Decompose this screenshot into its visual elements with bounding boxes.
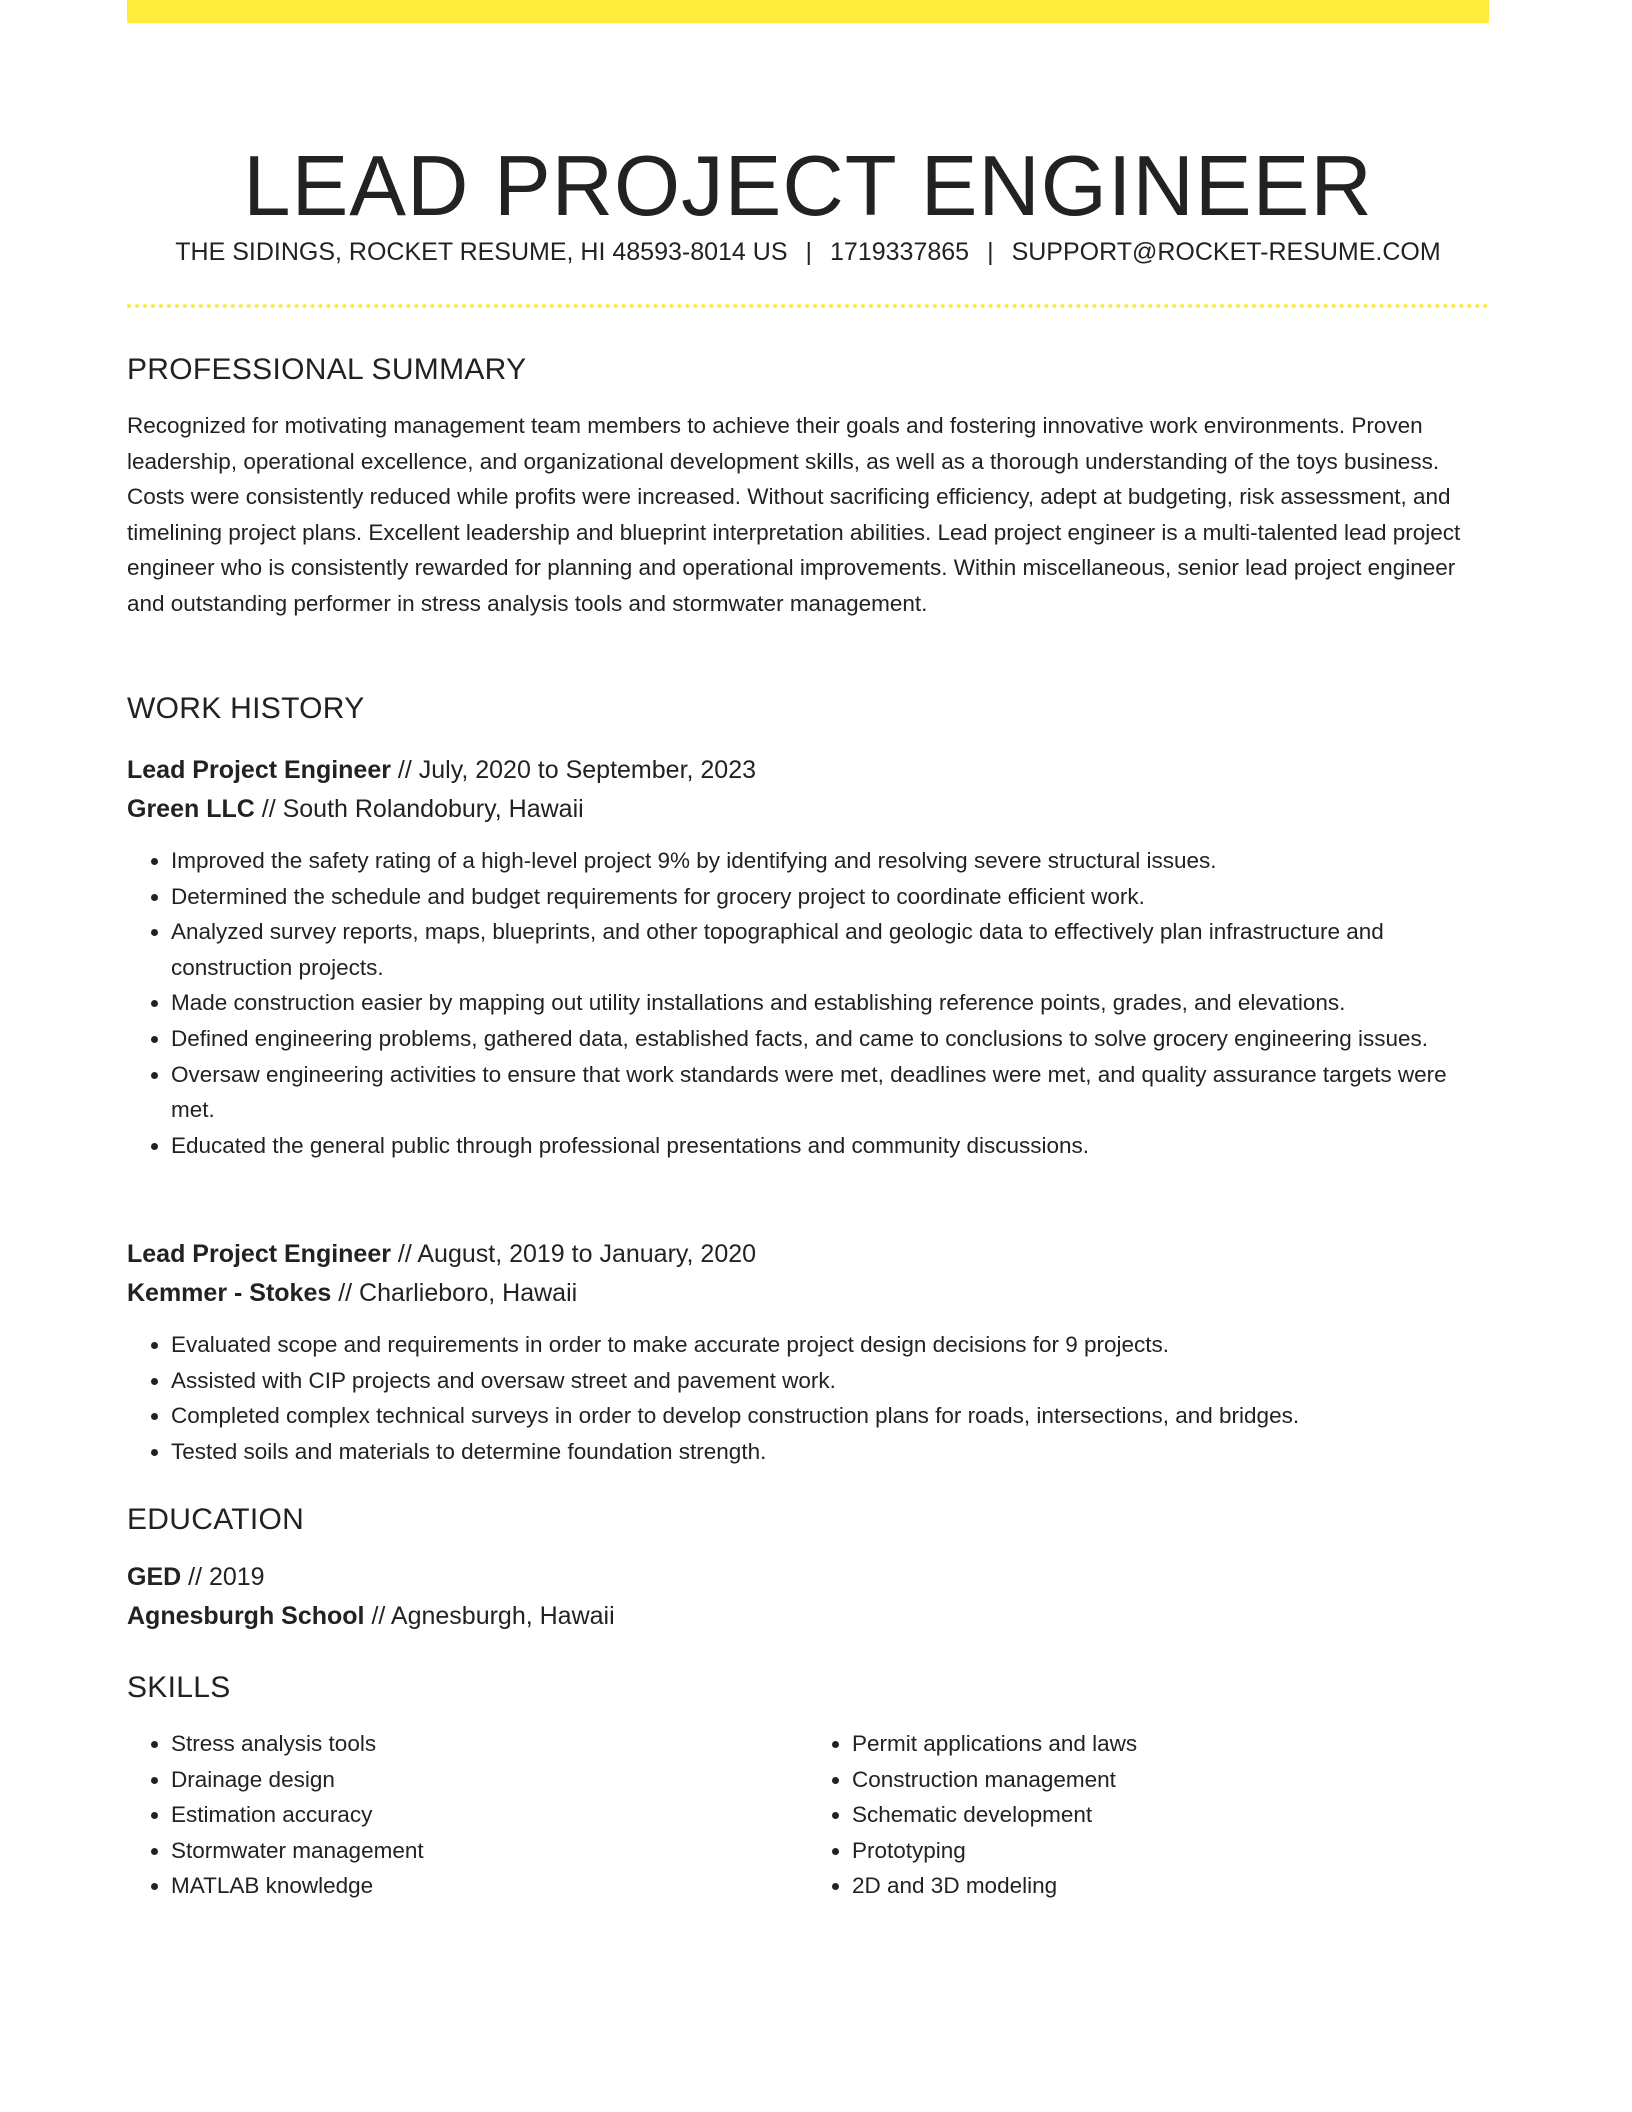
skills-heading: SKILLS: [127, 1671, 231, 1704]
skill-item: • Drainage design: [171, 1762, 808, 1798]
contact-separator: |: [987, 238, 994, 266]
job-bullet: • Analyzed survey reports, maps, blueprints, and other topographical and geologic data to effectively plan infrastructure and construction projects.: [171, 914, 1489, 985]
job-location: // South Rolandobury, Hawaii: [254, 795, 584, 823]
job-bullet: • Evaluated scope and requirements in order to make accurate project design decisions for 9 projects.: [171, 1327, 1489, 1363]
job-bullet: • Assisted with CIP projects and oversaw street and pavement work.: [171, 1363, 1489, 1399]
skill-item: • MATLAB knowledge: [171, 1868, 808, 1904]
skills-list-right: [808, 1726, 1489, 1904]
education-school: Agnesburgh School: [127, 1602, 365, 1630]
job-title-line: [127, 1235, 1489, 1274]
skills-section: [127, 1670, 1489, 1904]
skill-item: • Permit applications and laws: [852, 1726, 1489, 1762]
job-bullet: • Educated the general public through professional presentations and community discussions.: [171, 1128, 1489, 1164]
skill-item: • Estimation accuracy: [171, 1797, 808, 1833]
skills-columns: [127, 1726, 1489, 1904]
job-company-line: [127, 790, 1489, 829]
job-company: Kemmer - Stokes: [127, 1279, 332, 1307]
contact-phone: 1719337865: [830, 238, 970, 266]
education-section: [127, 1502, 1489, 1636]
education-degree-line: [127, 1558, 1489, 1597]
education-heading: EDUCATION: [127, 1503, 305, 1536]
job-bullet: • Completed complex technical surveys in order to develop construction plans for roads, intersections, and bridges.: [171, 1398, 1489, 1434]
skill-item: • Prototyping: [852, 1833, 1489, 1869]
job-dates: // August, 2019 to January, 2020: [390, 1240, 757, 1268]
job-role: Lead Project Engineer: [127, 1240, 391, 1268]
summary-text: Recognized for motivating management team members to achieve their goals and fostering innovative work environments. Proven leadership, operational excellence, and organizational development skills, as well as a thorough understanding of the toys business. Costs were consistently reduced while profits were increased. Without sacrificing efficiency, adept at budgeting, risk assessment, and timelining project plans. Excellent leadership and blueprint interpretation abilities. Lead project engineer is a multi-talented lead project engineer who is consistently rewarded for planning and operational improvements. Within miscellaneous, senior lead project engineer and outstanding performer in stress analysis tools and stormwater management.: [127, 413, 1461, 616]
job-bullet: • Improved the safety rating of a high-level project 9% by identifying and resolving severe structural issues.: [171, 843, 1489, 879]
job-dates: // July, 2020 to September, 2023: [390, 756, 757, 784]
job-location: // Charlieboro, Hawaii: [331, 1279, 578, 1307]
job-company-line: [127, 1274, 1489, 1313]
dotted-divider: [127, 304, 1489, 308]
education-year: // 2019: [181, 1563, 265, 1591]
education-location: // Agnesburgh, Hawaii: [364, 1602, 615, 1630]
job-bullet: • Oversaw engineering activities to ensure that work standards were met, deadlines were met, and quality assurance targets were met.: [171, 1057, 1489, 1128]
job-role: Lead Project Engineer: [127, 756, 391, 784]
education-school-line: [127, 1597, 1489, 1636]
skill-item: • Schematic development: [852, 1797, 1489, 1833]
skill-item: • Stormwater management: [171, 1833, 808, 1869]
work-history-heading: WORK HISTORY: [127, 692, 365, 725]
skills-list-left: [127, 1726, 808, 1904]
job-title-line: [127, 751, 1489, 790]
job-bullets: [127, 843, 1489, 1163]
job-bullet: • Tested soils and materials to determine foundation strength.: [171, 1434, 1489, 1470]
skill-item: • Stress analysis tools: [171, 1726, 808, 1762]
work-history-section: [127, 691, 1489, 727]
skill-item: • 2D and 3D modeling: [852, 1868, 1489, 1904]
contact-address: THE SIDINGS, ROCKET RESUME, HI 48593-8014 US: [175, 238, 788, 266]
job-company: Green LLC: [127, 795, 255, 823]
job-bullet: • Defined engineering problems, gathered data, established facts, and came to conclusions to solve grocery engineering issues.: [171, 1021, 1489, 1057]
contact-email: SUPPORT@ROCKET-RESUME.COM: [1011, 238, 1441, 266]
job-entry: [127, 1235, 1489, 1469]
summary-heading: PROFESSIONAL SUMMARY: [127, 353, 527, 386]
job-bullet: • Determined the schedule and budget requirements for grocery project to coordinate efficient work.: [171, 879, 1489, 915]
education-degree: GED: [127, 1563, 182, 1591]
candidate-title: LEAD PROJECT ENGINEER: [243, 138, 1373, 234]
job-bullet: • Made construction easier by mapping out utility installations and establishing reference points, grades, and elevations.: [171, 985, 1489, 1021]
contact-separator: |: [805, 238, 813, 266]
job-entry: [127, 751, 1489, 1163]
contact-line: [127, 236, 1489, 268]
skill-item: • Construction management: [852, 1762, 1489, 1798]
job-bullets: [127, 1327, 1489, 1469]
accent-top-bar: [127, 0, 1489, 23]
summary-section: [127, 352, 1489, 622]
